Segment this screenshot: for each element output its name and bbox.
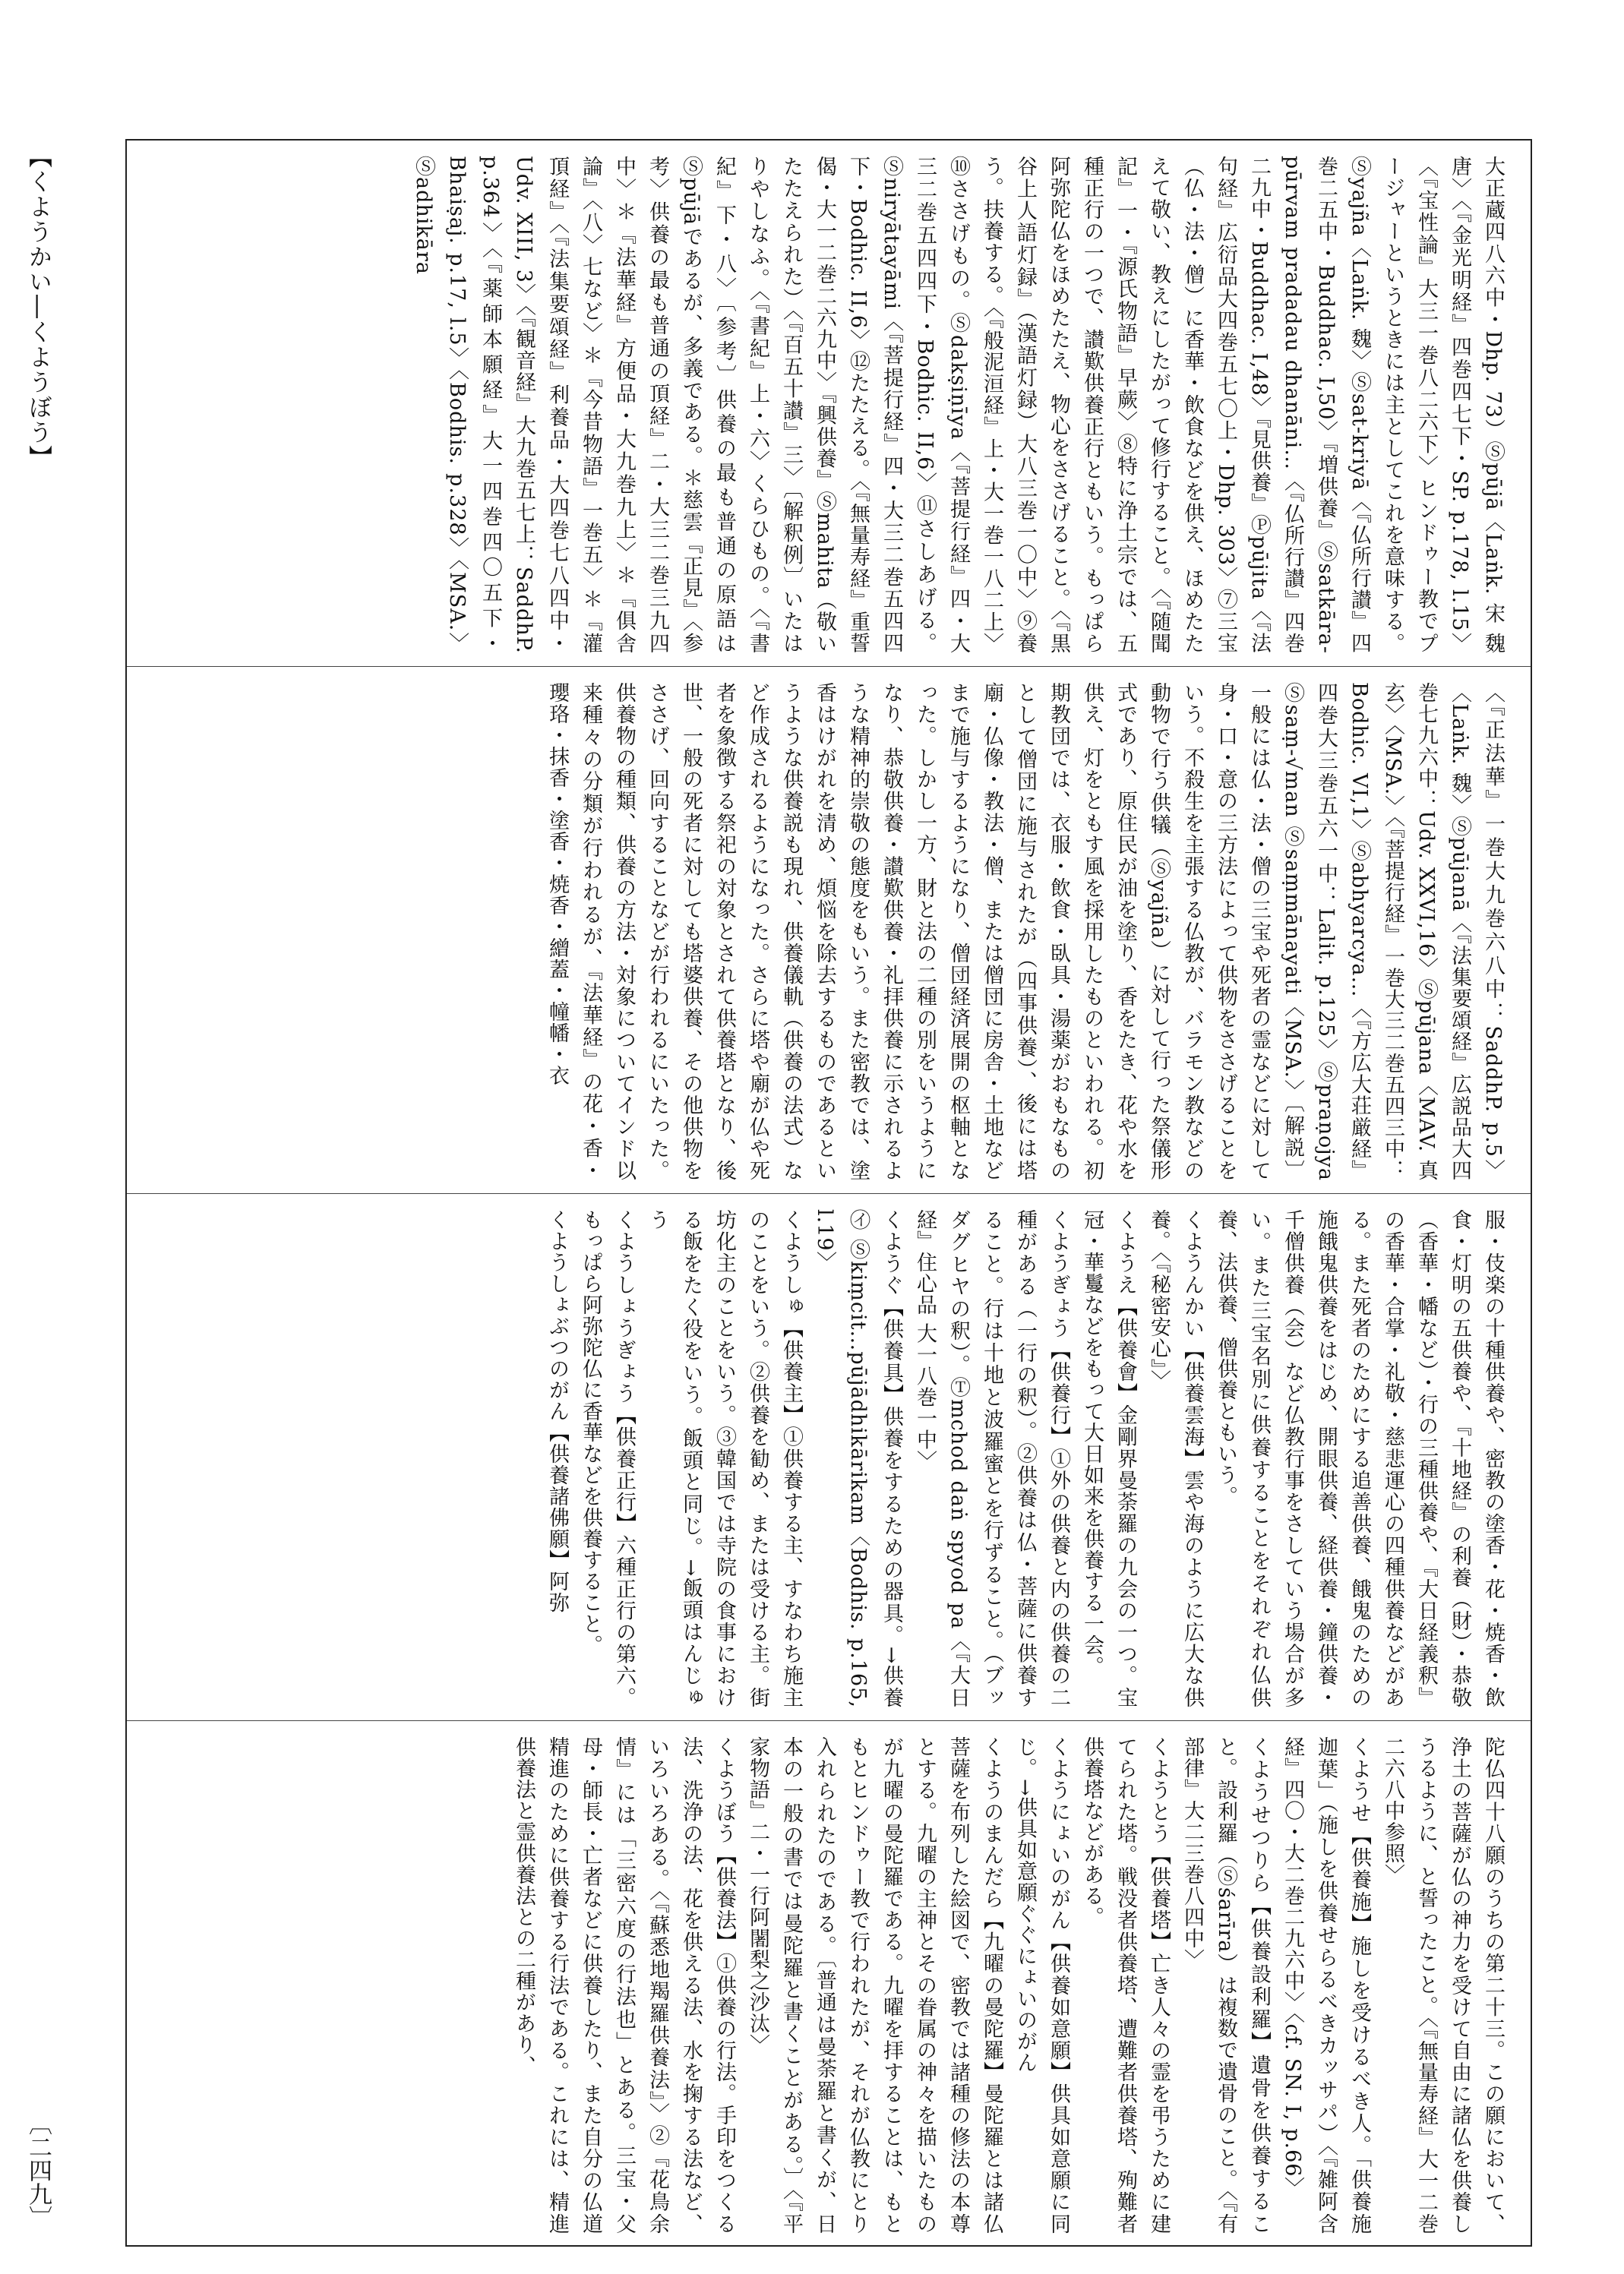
running-head: 【くようかい―くようぼう】 <box>24 144 52 470</box>
entry-kuyoue: くようえ【供養會】金剛界曼荼羅の九会の一つ。宝冠・華鬘などをもって大日如来を供養する一会。 <box>1080 1209 1137 1708</box>
entry-kuyouse: くようせ【供養施】施しを受けるべき人。「供養施迦葉」（施しを供養せらるべきカッサパ）〈『雑阿含経』四〇・大二巻二九六中〉〈cf. SN. I, p.66〉 <box>1281 1736 1371 2235</box>
entry-kuyousetsurira: くようせつりら【供養設利羅】遺骨を供養すること。設利羅（Ⓢśarīra）は複数で遺骨のこと。〈『有部律』大二三巻八四中〉 <box>1180 1736 1271 2235</box>
band-2-paragraph-1: 〈『正法華』一巻大九巻六八中：SaddhP. p.5〉〈Laṅk. 魏〉Ⓢpūjanā〈『法集要頌経』広説品大四巻七九六中：Udv. XXVI,16〉Ⓢpūjana〈MAV. 真 玄〉〈MSA.〉〈『菩提行経』一巻大三二巻五四三中：Bodhic. VI,1〉Ⓢabhyarcya…〈『方広大荘厳経』四巻大三巻五六一中：Lalit. p.125〉Ⓢpraṇojya Ⓢsaṃ-√man Ⓢsaṃmānayati〈MSA.〉〔解説〕一般には仏・法・僧の三宝や死者の霊などに対して身・口・意の三方法によって供物をささげることをいう。不殺生を主張する仏教が、バラモン教などの動物で行う供犠（Ⓢyajña）に対して行った祭儀形式であり、原住民が油を塗り、香をたき、花や水を供え、灯をともす風を採用したものといわれる。初期教団では、衣服・飲食・臥具・湯薬がおもなものとして僧団に施与されたが（四事供養）、後には塔廟・仏像・教法・僧、または僧団に房舎・土地などまで施与するようになり、僧団経済展開の枢軸となった。しかし一方、財と法の二種の別をいうようになり、恭敬供養・讃歎供養・礼拝供養に示されるような精神的崇敬の態度をもいう。また密教では、塗香はけがれを清め、煩悩を除去するものであるというような供養説も現れ、供養儀軌（供養の法式）など作成されるようになった。さらに塔や廟が仏や死者を象徴する祭祀の対象とされて供養塔となり、後世、一般の死者に対しても塔婆供養、その他供物をささげ、回向することなどが行われるにいたった。供養物の種類、供養の方法・対象についてインド以来種々の分類が行われるが、『法華経』の花・香・瓔珞・抹香・塗香・焼香・繒蓋・幢幡・衣 <box>545 682 1505 1181</box>
entry-kuyoutou: くようとう【供養塔】亡き人々の霊を弔うために建てられた塔。戦没者供養塔、遭難者供養塔、殉難者供養塔などがある。 <box>1080 1736 1171 2235</box>
entry-kuyougyou: くようぎょう【供養行】①外の供養と内の供養の二種がある（一行の釈）。②供養は仏・菩薩に供養すること。行は十地と波羅蜜とを行ずること。（ブッダグヒヤの釈）。Ⓣmchod daṅ spyod pa〈『大日経』住心品 大一八巻一中〉 <box>913 1209 1070 1708</box>
band-3-text <box>522 1194 1531 1720</box>
entry-kuyoubou: くようぼう【供養法】①供養の行法。手印をつくる法、洗浄の法、花を供える法、水を掬する法など、いろいろある。〈『蘇悉地羯羅供養法』〉②『花鳥余情』には「三密六度の行法也」とある。三宝・父母・師長・亡者などに供養したり、また自分の仏道精進のために供養する行法である。これには、精進供養法と霊供養法との二種があり、 <box>512 1736 736 2235</box>
text-band-2 <box>127 666 1531 1193</box>
band-3-paragraph-1: 服・伎楽の十種供養や、密教の塗香・花・焼香・飲食・灯明の五供養や、『十地経』の利養（財）・恭敬（香華・幡など）・行の三種供養や、『大日経義釈』の香華・合掌・礼敬・慈悲運心の四種供養などがある。また死者のためにする追善供養、餓鬼のための施餓鬼供養をはじめ、開眼供養、経供養・鐘供養・千僧供養（会）など仏教行事をさしていう場合が多い。また三宝名別に供養することをそれぞれ仏供養、法供養、僧供養ともいう。 <box>1214 1209 1505 1709</box>
band-1-text <box>388 141 1531 666</box>
text-band-4 <box>127 1720 1531 2247</box>
band-2-text <box>522 667 1531 1193</box>
entry-kuyounyoi: くようにょいのがん【供養如意願】供具如意願に同じ。→供具如意願ぐぐにょいのがん <box>1013 1736 1070 2235</box>
text-frame <box>125 139 1532 2247</box>
entry-kuyounomandara: くようのまんだら【九曜の曼陀羅】曼陀羅とは諸仏菩薩を布列した絵図で、密教では諸種の修法の本尊とする。九曜の主神とその眷属の神々を描いたものが九曜の曼陀羅である。九曜を拝することは、もともとヒンドゥー教で行われたが、それが仏教にとり入れられたのである。〔普通は曼荼羅と書くが、日本の一般の書では曼陀羅と書くことがある。〕〈『平家物語』二・一行阿闍梨之沙汰〉 <box>746 1736 1003 2235</box>
entry-kuyounkai: くようんかい【供養雲海】雲や海のように広大な供養。〈『秘密安心』〉 <box>1147 1209 1204 1708</box>
text-band-1 <box>127 141 1531 666</box>
band-1-paragraph-1: 大正蔵四八六中・Dhp. 73）Ⓢpūjā〈Laṅk. 宋 魏 唐〉〈『金光明経』四巻四七下・SP. p.178, l.15〉〈『宝性論』大三一巻八二六下〉ヒンドゥー教でプージャーというときには主としてこれを意味する。Ⓢyajña〈Laṅk. 魏〉Ⓢsat-kriyā〈『仏所行讃』四巻二五中・Buddhac. I,50〉『増供養』Ⓢsatkāra-pūrvam pradadau dhanāni…〈『仏所行讃』四巻二九中・Buddhac. I,48〉『見供養』Ⓟpūjita〈『法句経』広衍品大四巻五七〇上・Dhp. 303〉⑦三宝（仏・法・僧）に香華・飲食などを供え、ほめたたえて敬い、教えにしたがって修行すること。〈『随聞記』一・『源氏物語』早蕨〉⑧特に浄土宗では、五種正行の一つで、讃歎供養正行ともいう。もっぱら阿弥陀仏をほめたたえ、物心をささげること。〈『黒谷上人語灯録』（漢語灯録）大八三巻一〇中〉⑨養う。扶養する。〈『般泥洹経』上・大一巻一八二上〉⑩ささげもの。Ⓢdakṣiṇīya〈『菩提行経』四・大三二巻五四四下・Bodhic. II,6〉⑪さしあげる。Ⓢniryātayāmi〈『菩提行経』四・大三二巻五四四下・Bodhic. II,6〉⑫たたえる。〈『無量寿経』重誓偈・大一二巻二六九中〉『興供養』Ⓢmahita（敬いたたえられた）〈『百五十讃』三〉〔解釈例〕いたはりやしなふ。〈『書紀』上・六〉くらひもの。〈『書紀』下・八〉〔参考〕供養の最も普通の原語はⓈpūjāであるが、多義である。＊慈雲『正見』〈参考〉供養の最も普通の頂経』二・大三二巻三九四中〉＊『法華経』方便品・大九巻九上〉＊『俱舎論』〈八〉七など〉＊『今昔物語』一巻五〉＊『灌頂経』〈『法集要頌経』利養品・大四巻七八四中・Udv. XIII, 3〉〈『観音経』大九巻五七上：SaddhP. p.364〉〈『薬師本願経』大一四巻四〇五下・Bhaiṣaj. p.17, l.5〉〈Bodhis. p.328〉〈MSA.〉Ⓢadhikāra <box>412 156 1505 655</box>
band-4-paragraph-1: 陀仏四十八願のうちの第二十三。この願において、浄土の菩薩が仏の神力を受けて自由に諸仏を供養しうるように、と誓ったこと。〈『無量寿経』大一二巻二六八中参照〉 <box>1381 1736 1505 2235</box>
entry-kuyoushougyou: くようしょうぎょう【供養正行】六種正行の第六。もっぱら阿弥陀仏に香華などを供養すること。 <box>579 1209 636 1708</box>
band-4-text <box>488 1721 1531 2247</box>
page-number: 〔二四九〕 <box>24 2111 52 2229</box>
entry-kuyoushu: くようしゅ【供養主】①供養する主、すなわち施主のことをいう。②供養を勧め、または受ける主。街坊化主のことをいう。③韓国では寺院の食事における飯をたく役をいう。飯頭と同じ。→飯頭はんじゅう <box>646 1209 803 1709</box>
entry-kuyoushobutsu: くようしょぶつのがん【供養諸佛願】阿弥 <box>545 1209 569 1613</box>
entry-kuyougu: くようぐ【供養具】供養をするための器具。→供養 ㋑ Ⓢkiṃcit…pūjādhikārikam〈Bodhis. p.165, l.19〉 <box>813 1209 903 1708</box>
text-band-3 <box>127 1193 1531 1720</box>
